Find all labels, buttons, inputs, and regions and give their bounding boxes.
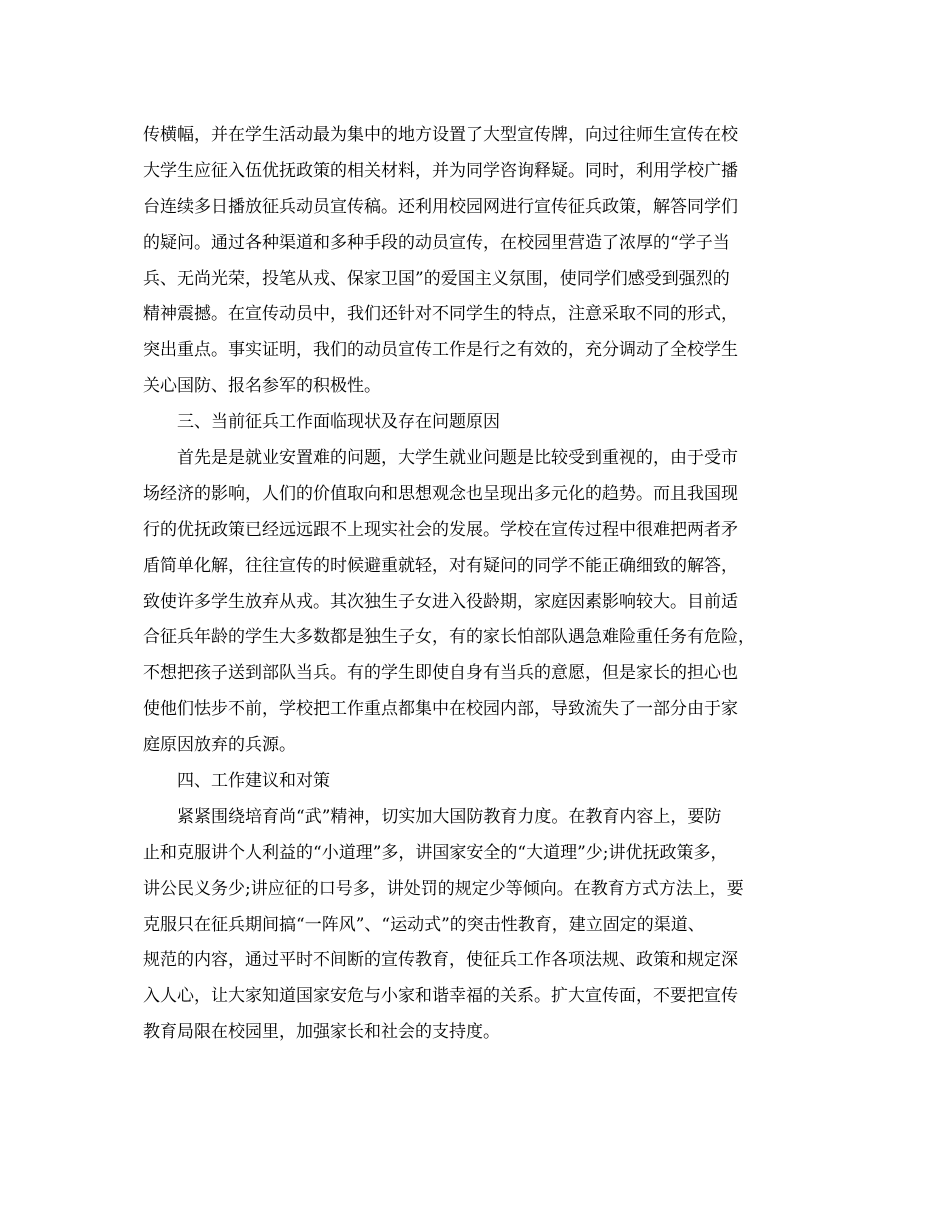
text-line: 使他们怯步不前，学校把工作重点都集中在校园内部，导致流失了一部分由于家 <box>143 699 738 720</box>
text-line: 止和克服讲个人利益的“小道理”多，讲国家安全的“大道理”少;讲优抚政策多， <box>143 842 728 863</box>
text-line: 传横幅，并在学生活动最为集中的地方设置了大型宣传牌，向过往师生宣传在校 <box>143 125 738 145</box>
text-line: 入人心，让大家知道国家安危与小家和谐幸福的关系。扩大宣传面，不要把宣传 <box>143 986 738 1007</box>
text-line: 大学生应征入伍优抚政策的相关材料，并为同学咨询释疑。同时，利用学校广播 <box>143 160 738 181</box>
text-line: 盾简单化解，往往宣传的时候避重就轻，对有疑问的同学不能正确细致的解答， <box>143 555 738 576</box>
text-line: 致使许多学生放弃从戎。其次独生子女进入役龄期，家庭因素影响较大。目前适 <box>143 591 738 612</box>
section-heading: 三、当前征兵工作面临现状及存在问题原因 <box>177 412 500 433</box>
text-line: 精神震撼。在宣传动员中，我们还针对不同学生的特点，注意采取不同的形式， <box>143 304 738 325</box>
text-line: 关心国防、报名参军的积极性。 <box>143 376 381 397</box>
text-line: 的疑问。通过各种渠道和多种手段的动员宣传，在校园里营造了浓厚的“学子当 <box>143 232 730 253</box>
text-line: 不想把孩子送到部队当兵。有的学生即使自身有当兵的意愿，但是家长的担心也 <box>143 663 738 684</box>
section-heading: 四、工作建议和对策 <box>177 771 330 792</box>
text-line: 场经济的影响，人们的价值取向和思想观念也呈现出多元化的趋势。而且我国现 <box>143 483 738 504</box>
text-line: 行的优抚政策已经远远跟不上现实社会的发展。学校在宣传过程中很难把两者矛 <box>143 519 738 540</box>
text-line: 台连续多日播放征兵动员宣传稿。还利用校园网进行宣传征兵政策，解答同学们 <box>143 196 738 217</box>
text-line: 首先是是就业安置难的问题，大学生就业问题是比较受到重视的，由于受市 <box>177 448 738 469</box>
text-line: 紧紧围绕培育尚“武”精神，切实加大国防教育力度。在教育内容上，要防 <box>177 806 722 827</box>
text-line: 突出重点。事实证明，我们的动员宣传工作是行之有效的，充分调动了全校学生 <box>143 340 738 361</box>
text-line: 庭原因放弃的兵源。 <box>143 735 296 756</box>
text-line: 讲公民义务少;讲应征的口号多，讲处罚的规定少等倾向。在教育方式方法上，要 <box>143 878 744 899</box>
text-line: 教育局限在校园里，加强家长和社会的支持度。 <box>143 1022 500 1043</box>
text-line: 兵、无尚光荣，投笔从戎、保家卫国”的爱国主义氛围，使同学们感受到强烈的 <box>143 268 730 289</box>
document-body <box>143 118 823 1051</box>
text-line: 规范的内容，通过平时不间断的宣传教育，使征兵工作各项法规、政策和规定深 <box>143 950 738 971</box>
text-line: 克服只在征兵期间搞“一阵风”、“运动式”的突击性教育，建立固定的渠道、 <box>143 914 705 935</box>
text-line: 合征兵年龄的学生大多数都是独生子女，有的家长怕部队遇急难险重任务有危险， <box>143 627 755 648</box>
